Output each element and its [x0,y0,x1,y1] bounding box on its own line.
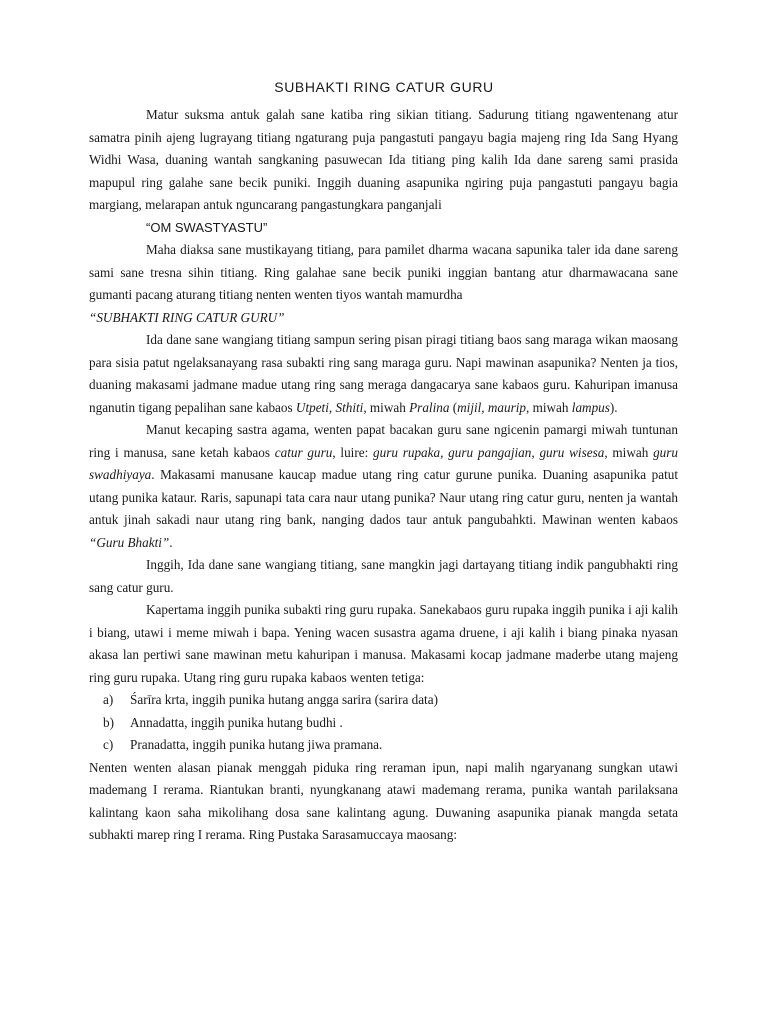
paragraph-opening: Matur suksma antuk galah sane katiba ring sikian titiang. Sadurung titiang ngawentenang atur samatra pinih ajeng lugrayang titiang ngaturang puja pangastuti pangayu bagia majeng ring Ida Sang Hyang Widhi Wasa, duaning wantah sangkaning pasuwecan Ida titiang ping kalih Ida dane sareng sami prasida mapupul ring galahe sane becik puniki. Inggih duaning asapunika ngiring puja pangastuti pangayu bagia margiang, melarapan antuk nguncarang pangastungkara panganjali [89,107,678,212]
list-item-text: Pranadatta, inggih punika hutang jiwa pramana. [130,737,383,752]
conjunction: , miwah [604,444,654,460]
list-item [89,734,678,757]
conjunction: , miwah [526,399,572,415]
list-item-text: Annadatta, inggih punika hutang budhi . [130,714,343,730]
list-item [89,689,678,712]
paragraph-text: . Makasami manusane kaucap madue utang ring catur gurune punika. Duaning asapunika patut utang punika kataur. Raris, sapunapi tata cara naur utang punika? Naur utang ring catur guru, nenten ja wantah antuk jinah sakadi naur utang ring bank, nanging dados taur antuk pangubahkti. Mawinan wenten kabaos [89,467,678,527]
list-marker: a) [103,692,114,707]
paren-open: ( [449,399,458,415]
page-title: SUBHAKTI RING CATUR GURU [274,79,494,95]
list-marker: b) [103,714,114,730]
term-guru-list: guru rupaka, guru pangajian, guru wisesa [373,444,605,460]
paragraph-greeting-text: Maha diaksa sane mustikayang titiang, para pamilet dharma wacana sapunika taler ida dane sareng sami sane tresna sihin titiang. Ring galahae sane becik puniki inggian bantang atur dharmawacana sane gumanti pacang aturang titiang nenten wenten tiyos wantah mamurdha [89,242,678,302]
paragraph-guru-rupaka: Kapertama inggih punika subakti ring guru rupaka. Sanekabaos guru rupaka inggih punika i aji kalih i biang, utawi i meme miwah i bapa. Yening wacen susastra agama druene, i aji kalih i biang pinaka nyasan akasa lan pertiwi sane mawinan metu kahuripan i manusa. Makasami kocap jadmane maderbe utang majeng ring guru rupaka. Utang ring guru rupaka kabaos wenten tetiga: [89,602,678,685]
term-utpeti-sthiti: Utpeti, Sthiti [295,399,364,415]
term-pralina: Pralina [409,399,450,415]
term-lampus: lampus [571,399,610,415]
term-guru-swadhiyaya: guru swadhiyaya [89,444,678,482]
list-item [89,712,678,735]
term-mijil-maurip: mijil, maurip [457,399,526,415]
paragraph-guru-debt [89,329,678,419]
paragraph-text: , luire: [332,444,374,460]
list-marker: c) [103,737,114,752]
term-catur-guru: catur guru [274,444,333,460]
paragraph-text: Manut kecaping sastra agama, wenten papat bacakan guru sane ngicenin pamargi miwah tuntunan ring i manusa, sane ketah kabaos [89,422,678,460]
debt-list [89,689,678,757]
speech-title-quote: “SUBHAKTI RING CATUR GURU” [89,309,285,325]
paragraph-closing: Nenten wenten alasan pianak menggah piduka ring reraman ipun, napi malih ngaryanang sungkan utawi mademang I rerama. Riantukan branti, nyungkanang atawi mademang rerama, punika wantah parilaksana kalintang kaon saha mikolihang dosa sane kalintang agung. Duwaning asapunika pianak mangda setata subhakti marep ring I rerama. Ring Pustaka Sarasamuccaya maosang: [89,759,678,842]
salutation: “OM SWASTYASTU” [146,219,268,235]
paragraph-text: Ida dane sane wangiang titiang sampun sering pisan piragi titiang baos sang maraga wikan maosang para sisia patut ngelaksanayang rasa subakti ring sang maraga guru. Napi mawinan asapunika? Nenten ja tios, duaning makasami jadmane madue utang ring sang meraga dangacarya sane kabaos guru. Kahuripan imanusa nganutin tigang pepalihan sane kabaos [89,332,678,415]
paragraph-intro-bhakti: Inggih, Ida dane sane wangiang titiang, sane mangkin jagi dartayang titiang indik pangubhakti ring sang catur guru. [89,557,678,595]
conjunction: , miwah [363,399,410,415]
document-body [89,104,678,847]
paragraph-text: . [169,534,173,550]
paren-close: ). [609,399,618,415]
list-item-text: Śarīra krta, inggih punika hutang angga sarira (sarira data) [130,692,438,707]
term-guru-bhakti: “Guru Bhakti” [89,534,170,550]
paragraph-greeting [89,239,678,329]
paragraph-catur-guru [89,419,678,554]
